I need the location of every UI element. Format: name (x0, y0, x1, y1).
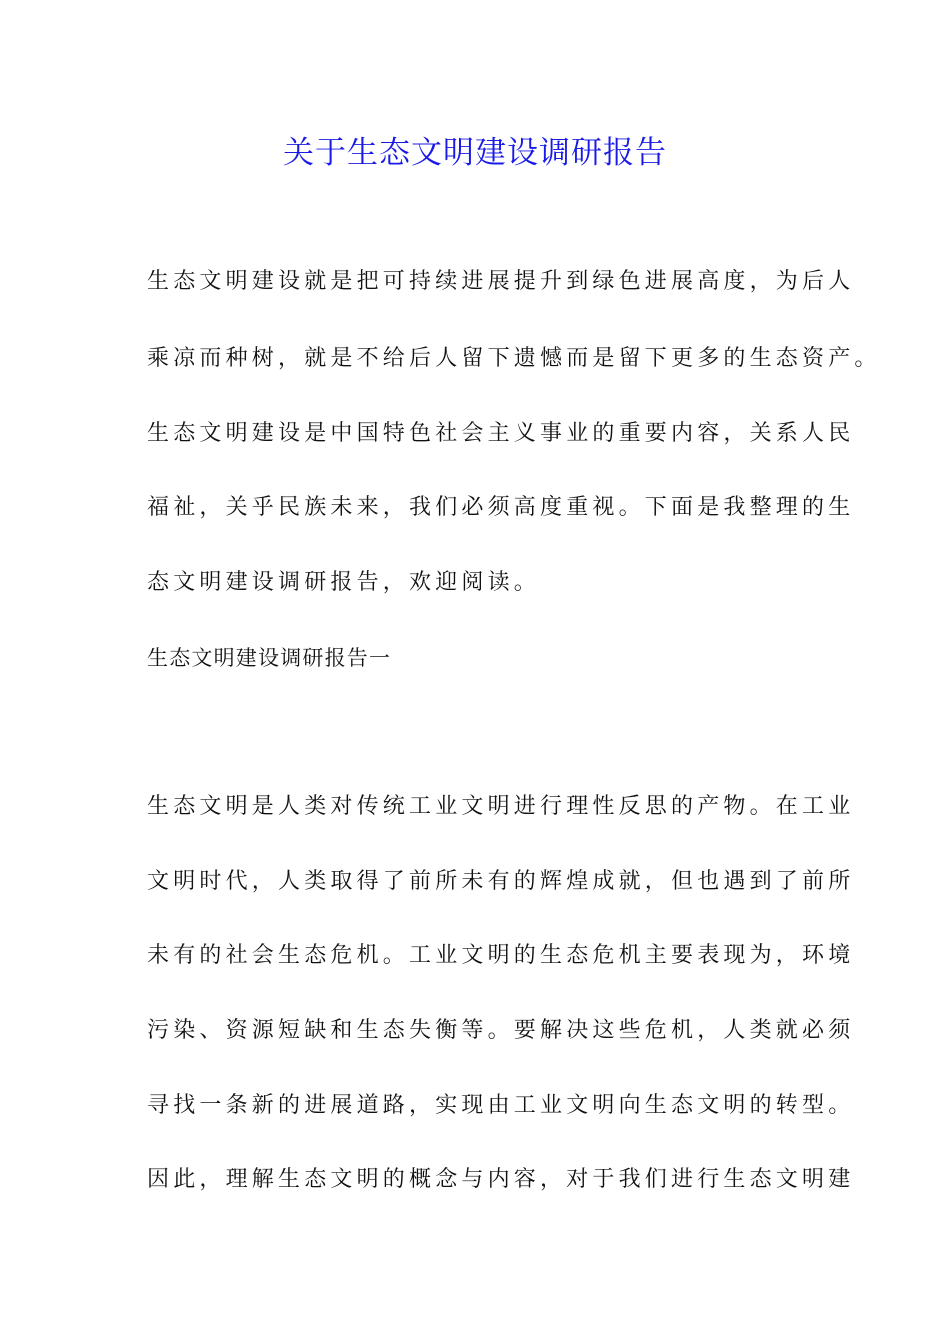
body-line-1: 生态文明是人类对传统工业文明进行理性反思的产物。在工业 (147, 794, 855, 819)
intro-line-2: 乘凉而种树，就是不给后人留下遗憾而是留下更多的生态资产。 (147, 346, 881, 371)
intro-line-3: 生态文明建设是中国特色社会主义事业的重要内容，关系人民 (147, 421, 855, 446)
document-title: 关于生态文明建设调研报告 (283, 135, 667, 171)
body-line-6: 因此，理解生态文明的概念与内容，对于我们进行生态文明建 (147, 1167, 855, 1192)
intro-line-4: 福祉，关乎民族未来，我们必须高度重视。下面是我整理的生 (147, 495, 855, 520)
body-line-5: 寻找一条新的进展道路，实现由工业文明向生态文明的转型。 (147, 1093, 855, 1118)
body-line-2: 文明时代，人类取得了前所未有的辉煌成就，但也遇到了前所 (147, 869, 855, 894)
body-line-4: 污染、资源短缺和生态失衡等。要解决这些危机，人类就必须 (147, 1018, 855, 1043)
section-heading: 生态文明建设调研报告一 (147, 646, 392, 670)
intro-line-5: 态文明建设调研报告，欢迎阅读。 (147, 570, 541, 595)
body-line-3: 未有的社会生态危机。工业文明的生态危机主要表现为，环境 (147, 943, 855, 968)
intro-line-1: 生态文明建设就是把可持续进展提升到绿色进展高度，为后人 (147, 269, 855, 294)
